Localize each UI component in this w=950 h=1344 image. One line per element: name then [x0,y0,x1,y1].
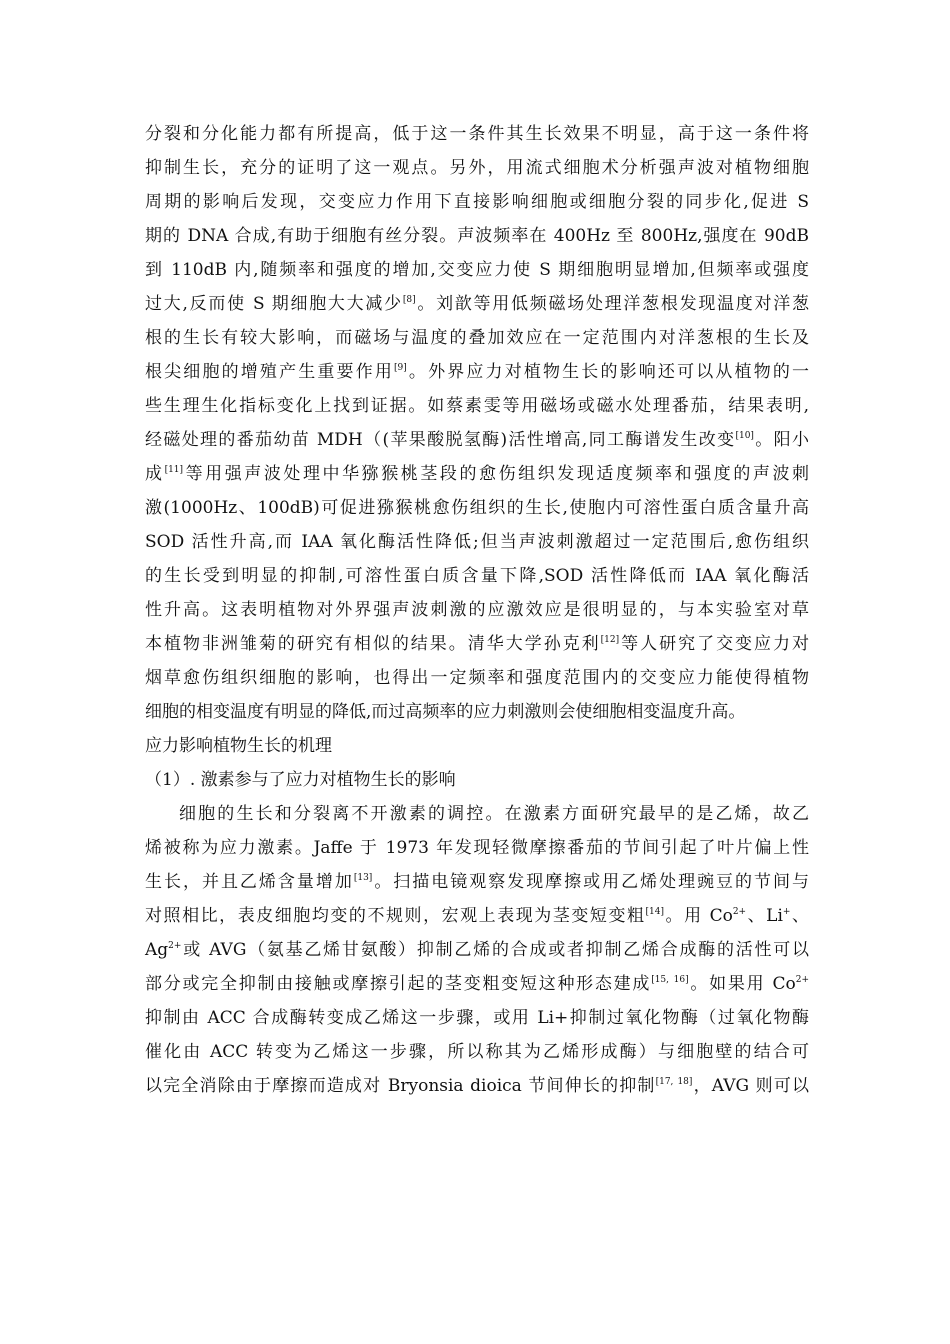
line-text: 本植物非洲雏菊的研究有相似的结果。清华大学孙克利 [145,634,601,654]
line-text: 根尖细胞的增殖产生重要作用 [145,362,395,382]
line-text: 。刘歆等用低频磁场处理洋葱根发现温度对洋葱 [415,294,810,314]
line-text: 、 [790,906,810,926]
text-line [145,1035,809,1069]
line-text: 抑制生长，充分的证明了这一观点。另外，用流式细胞术分析强声波对植物细胞 [145,158,809,178]
document-body [145,117,809,1103]
line-text: 等用强声波处理中华猕猴桃茎段的愈伤组织发现适度频率和强度的声波刺 [183,464,809,484]
line-text: 细胞的相变温度有明显的降低,而过高频率的应力刺激则会使细胞相变温度升高。 [145,702,746,722]
line-text: 。扫描电镜观察发现摩擦或用乙烯处理豌豆的节间与 [372,872,809,892]
text-line [145,457,809,491]
citation-superscript: [12] [600,635,620,645]
citation-superscript: [11] [164,465,184,475]
citation-superscript: [14] [645,907,665,917]
line-text: 部分或完全抑制由接触或摩擦引起的茎变粗变短这种形态建成 [145,974,652,994]
citation-superscript: [17, 18] [655,1077,693,1087]
text-line [145,797,809,831]
line-text: 催化由 ACC 转变为乙烯这一步骤，所以称其为乙烯形成酶）与细胞壁的结合可 [145,1042,809,1062]
line-text: 根的生长有较大影响，而磁场与温度的叠加效应在一定范围内对洋葱根的生长及 [145,328,809,348]
text-line [145,491,809,525]
line-text: SOD 活性升高,而 IAA 氧化酶活性降低;但当声波刺激超过一定范围后,愈伤组织 [145,532,809,552]
text-line [145,593,809,627]
line-text: 经磁处理的番茄幼苗 MDH（(苹果酸脱氢酶)活性增高,同工酶谱发生改变 [145,430,736,450]
line-text: 过大,反而使 S 期细胞大大减少 [145,294,403,314]
paragraph-hormones [145,797,809,1103]
citation-superscript: 2+ [168,941,182,951]
line-text: 对照相比，表皮细胞均变的不规则，宏观上表现为茎变短变粗 [145,906,646,926]
line-text: 。如果用 Co [688,974,796,994]
line-text: 生长，并且乙烯含量增加 [145,872,354,892]
text-line [145,899,809,933]
line-text: 到 110dB 内,随频率和强度的增加,交变应力使 S 期细胞明显增加,但频率或强度 [145,260,809,280]
line-text: 。用 Co [664,906,733,926]
paragraph-stress-effects [145,117,809,729]
line-text: Ag [145,940,169,960]
text-line [145,865,809,899]
line-text: 成 [145,464,165,484]
citation-superscript: 2+ [732,907,747,917]
section-heading: 应力影响植物生长的机理 [145,736,332,756]
text-line [145,219,809,253]
text-line [145,423,809,457]
text-line [145,151,809,185]
line-text: 期的 DNA 合成,有助于细胞有丝分裂。声波频率在 400Hz 至 800Hz,强度在 90dB [145,226,809,246]
line-text: 、Li [746,906,783,926]
text-line [145,389,809,423]
citation-superscript: [10] [735,431,754,441]
line-text: 的生长受到明显的抑制,可溶性蛋白质含量下降,SOD 活性降低而 IAA 氧化酶活 [145,566,809,586]
line-text: 烟草愈伤组织细胞的影响，也得出一定频率和强度范围内的交变应力能使得植物 [145,668,809,688]
text-line [145,559,809,593]
text-line [145,967,809,1001]
text-line [145,525,809,559]
text-line [145,287,809,321]
line-text: 等人研究了交变应力对 [619,634,810,654]
line-text: 。外界应力对植物生长的影响还可以从植物的一 [406,362,810,382]
line-text: 以完全消除由于摩擦而造成对 Bryonsia dioica 节间伸长的抑制 [145,1076,656,1096]
text-line [145,831,809,865]
line-text: ，AVG 则可以 [692,1076,809,1096]
text-line [145,185,809,219]
line-text: 分裂和分化能力都有所提高，低于这一条件其生长效果不明显，高于这一条件将 [145,124,809,144]
citation-superscript: [9] [394,363,407,373]
citation-superscript: [15, 16] [651,975,689,985]
text-line [145,627,809,661]
line-text: 周期的影响后发现，交变应力作用下直接影响细胞或细胞分裂的同步化,促进 S [145,192,809,212]
line-text: 性升高。这表明植物对外界强声波刺激的应激效应是很明显的，与本实验室对草 [145,600,809,620]
text-line [145,117,809,151]
text-line [145,321,809,355]
text-line [145,253,809,287]
line-text: 。阳小 [753,430,810,450]
citation-superscript: [8] [402,295,416,305]
line-text: 烯被称为应力激素。Jaffe 于 1973 年发现轻微摩擦番茄的节间引起了叶片偏上性 [145,838,809,858]
line-text: 些生理生化指标变化上找到证据。如蔡素雯等用磁场或磁水处理番茄，结果表明, [145,396,809,416]
line-text: 细胞的生长和分裂离不开激素的调控。在激素方面研究最早的是乙烯，故乙 [179,804,809,824]
text-line [145,933,809,967]
subsection-heading: （1）. 激素参与了应力对植物生长的影响 [145,770,456,790]
text-line [145,1001,809,1035]
text-line [145,695,809,729]
citation-superscript: + [782,907,791,917]
line-text: 抑制由 ACC 合成酶转变成乙烯这一步骤，或用 Li+抑制过氧化物酶（过氧化物酶 [145,1008,809,1028]
text-line [145,661,809,695]
citation-superscript: 2+ [795,975,810,985]
text-line [145,1069,809,1103]
line-text: 激(1000Hz、100dB)可促进猕猴桃愈伤组织的生长,使胞内可溶性蛋白质含量升高 [145,498,809,518]
text-line [145,355,809,389]
line-text: 或 AVG（氨基乙烯甘氨酸）抑制乙烯的合成或者抑制乙烯合成酶的活性可以 [181,940,809,960]
citation-superscript: [13] [353,873,373,883]
